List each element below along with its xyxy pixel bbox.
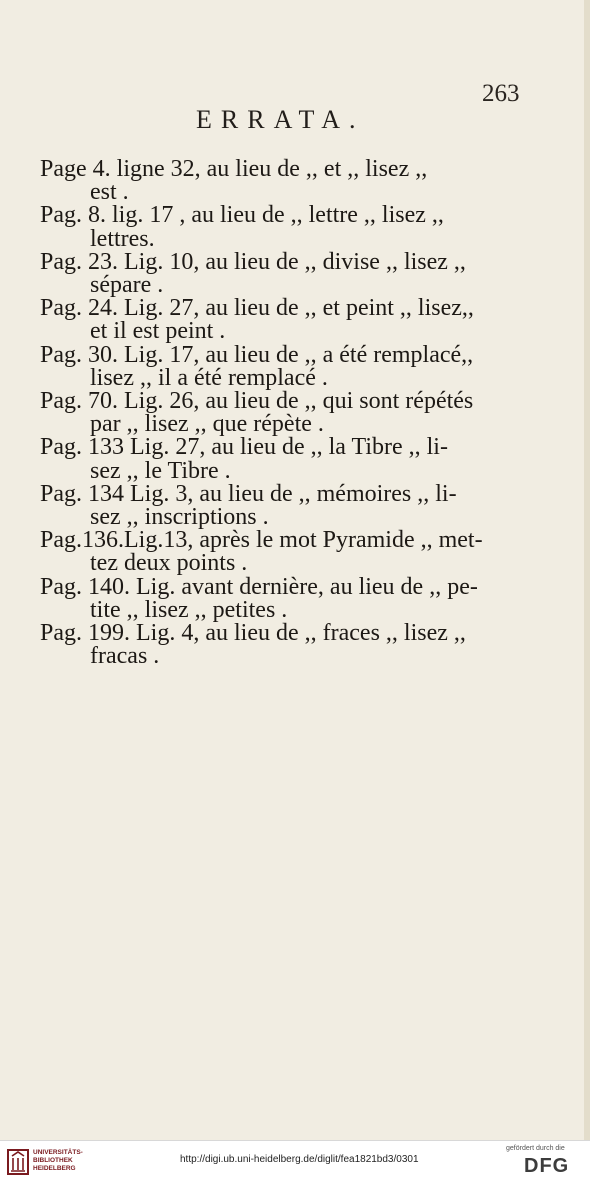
errata-entry xyxy=(0,297,590,343)
university-library-logo-icon xyxy=(6,1148,30,1176)
errata-entry-text: Pag. 24. Lig. 27, au lieu de ,, et peint ,, lisez,, xyxy=(40,295,474,322)
errata-entry-continuation: fracas . xyxy=(90,643,160,670)
errata-entry xyxy=(0,248,590,298)
errata-entry-continuation: sez ,, inscriptions . xyxy=(90,503,269,530)
errata-entry-continuation: tez deux points . xyxy=(90,550,248,577)
errata-entry-continuation: sez ,, le Tibre . xyxy=(90,457,231,484)
errata-entry-continuation: tite ,, lisez ,, petites . xyxy=(90,596,288,623)
errata-entry-text: Pag. 133 Lig. 27, au lieu de ,, la Tibre ,, li- xyxy=(40,434,448,461)
errata-entry xyxy=(0,387,590,438)
errata-entry-continuation: par ,, lisez ,, que répète . xyxy=(90,411,324,438)
errata-entry-continuation: lisez ,, il a été remplacé . xyxy=(90,364,328,391)
errata-entry-text: Page 4. ligne 32, au lieu de ,, et ,, lisez ,, xyxy=(40,156,428,182)
errata-entry-text: Pag. 70. Lig. 26, au lieu de ,, qui sont répétés xyxy=(40,387,474,414)
errata-entry xyxy=(0,436,590,482)
digitization-footer xyxy=(0,1140,590,1183)
errata-entry xyxy=(0,529,590,575)
page-number: 263 xyxy=(482,80,520,107)
errata-entry-text: Pag. 30. Lig. 17, au lieu de ,, a été remplacé,, xyxy=(40,341,474,368)
errata-entry-text: Pag. 23. Lig. 10, au lieu de ,, divise ,, lisez ,, xyxy=(40,248,466,275)
errata-entry-text: Pag. 199. Lig. 4, au lieu de ,, fraces ,, lisez ,, xyxy=(40,619,466,646)
errata-list xyxy=(0,158,590,668)
errata-entry-text: Pag. 8. lig. 17 , au lieu de ,, lettre ,, lisez ,, xyxy=(40,202,444,229)
errata-entry-text: Pag. 140. Lig. avant dernière, au lieu de ,, pe- xyxy=(40,573,478,600)
errata-entry-continuation: lettres. xyxy=(90,225,155,252)
errata-entry-text: Pag. 134 Lig. 3, au lieu de ,, mémoires ,, li- xyxy=(40,480,457,507)
errata-entry xyxy=(0,158,590,204)
page-heading: ERRATA. xyxy=(196,105,365,134)
errata-entry xyxy=(0,480,590,530)
errata-entry xyxy=(0,619,590,670)
errata-entry xyxy=(0,341,590,391)
source-url-link[interactable]: http://digi.ub.uni-heidelberg.de/diglit/fea1821bd3/0301 xyxy=(180,1154,419,1165)
errata-entry xyxy=(0,204,590,250)
library-name: UNIVERSITÄTS- BIBLIOTHEK HEIDELBERG xyxy=(33,1149,83,1172)
errata-entry-continuation: est . xyxy=(90,179,129,206)
dfg-logo: DFG xyxy=(524,1155,570,1177)
errata-entry-continuation: et il est peint . xyxy=(90,318,226,345)
errata-entry-text: Pag.136.Lig.13, après le mot Pyramide ,, met- xyxy=(40,527,483,554)
funding-note: gefördert durch die xyxy=(506,1145,565,1152)
errata-entry xyxy=(0,573,590,623)
errata-entry-continuation: sépare . xyxy=(90,271,164,298)
